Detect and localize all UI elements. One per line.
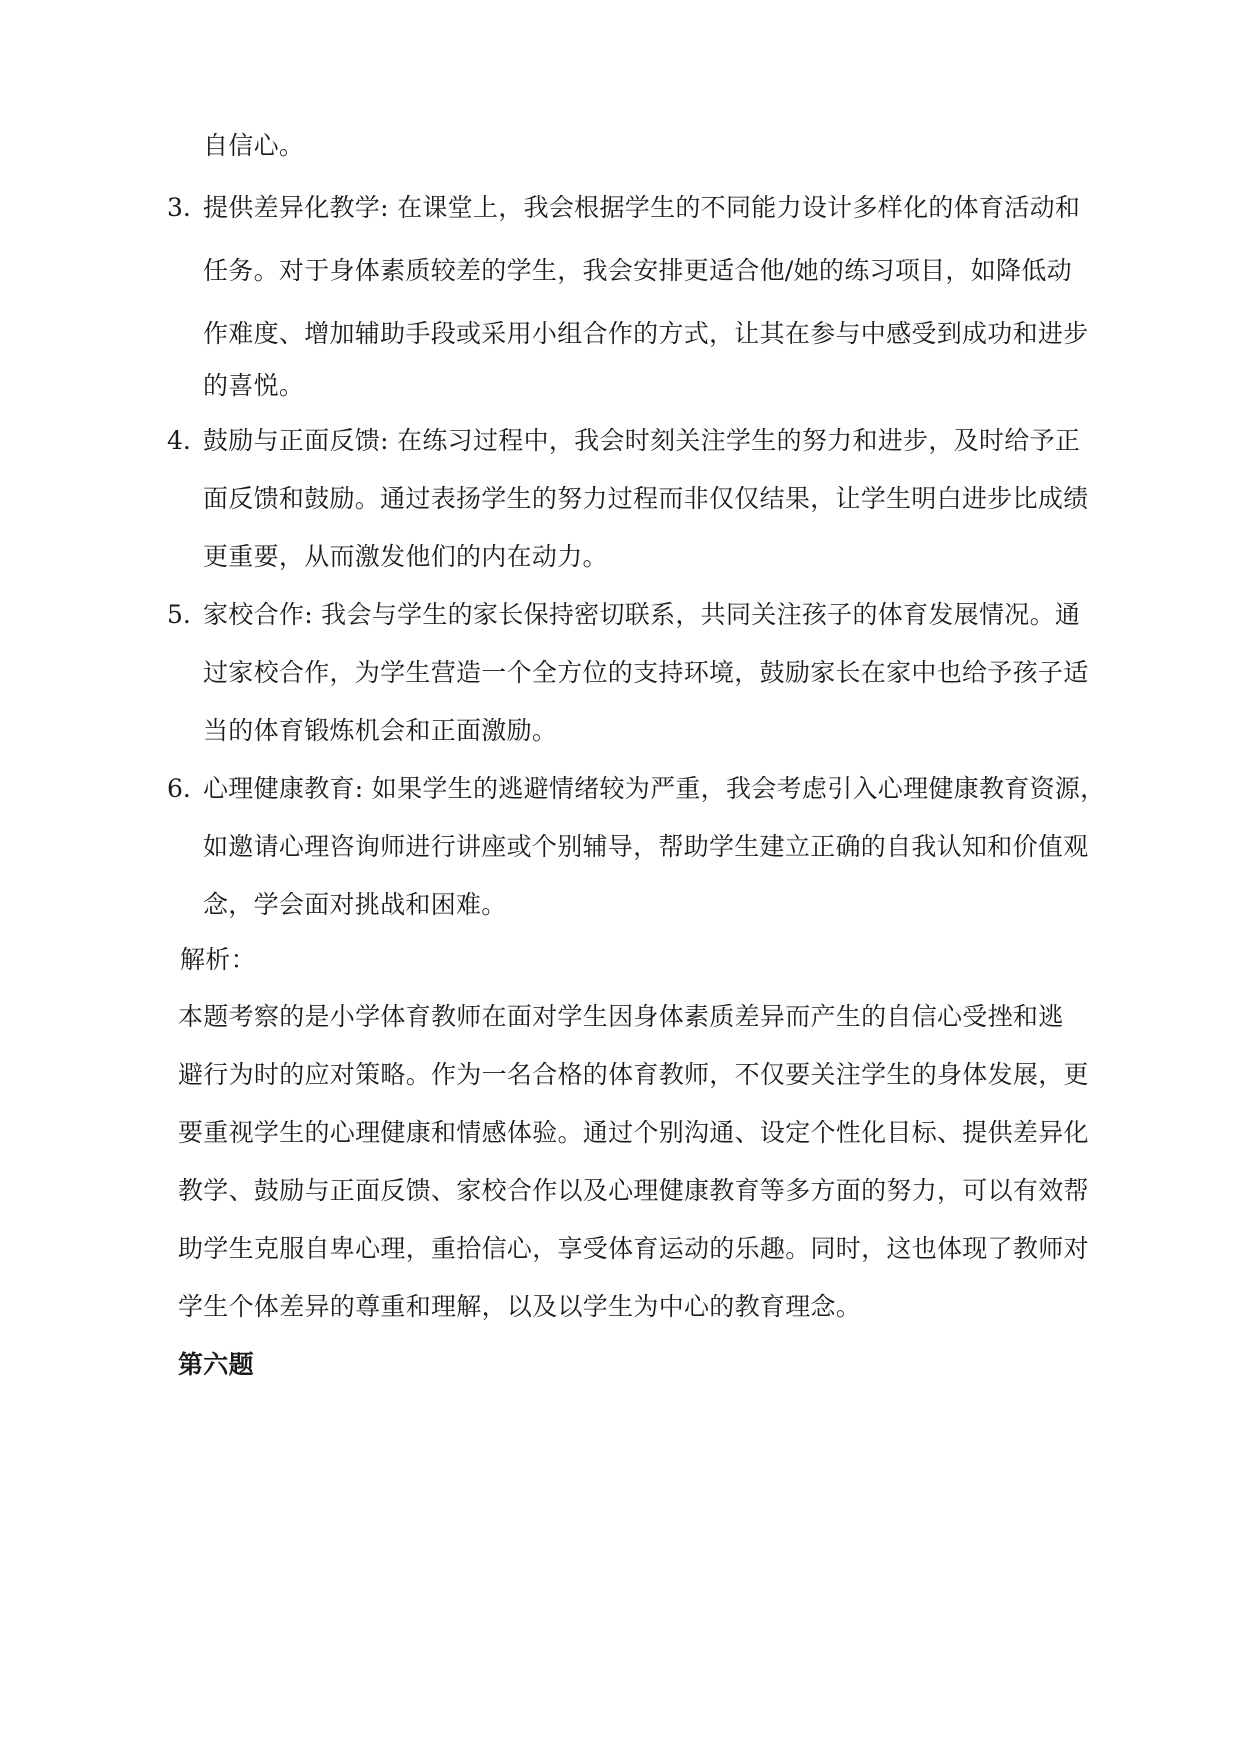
list-number: 6. bbox=[167, 774, 191, 803]
list-item-line: 过家校合作，为学生营造一个全方位的支持环境，鼓励家长在家中也给予孩子适 bbox=[203, 658, 1089, 687]
list-item-line: 作难度、增加辅助手段或采用小组合作的方式，让其在参与中感受到成功和进步 bbox=[203, 319, 1089, 348]
continuation-line: 自信心。 bbox=[203, 131, 305, 160]
analysis-line: 助学生克服自卑心理，重拾信心，享受体育运动的乐趣。同时，这也体现了教师对 bbox=[178, 1234, 1089, 1263]
analysis-label: 解析： bbox=[180, 945, 256, 974]
list-item-line: 的喜悦。 bbox=[203, 371, 305, 400]
analysis-line: 避行为时的应对策略。作为一名合格的体育教师，不仅要关注学生的身体发展，更 bbox=[178, 1060, 1089, 1089]
list-number: 3. bbox=[167, 193, 191, 222]
list-item-line: 如邀请心理咨询师进行讲座或个别辅导，帮助学生建立正确的自我认知和价值观 bbox=[203, 832, 1089, 861]
list-item-line: 念，学会面对挑战和困难。 bbox=[203, 890, 507, 919]
analysis-line: 要重视学生的心理健康和情感体验。通过个别沟通、设定个性化目标、提供差异化 bbox=[178, 1118, 1089, 1147]
list-item-line: 当的体育锻炼机会和正面激励。 bbox=[203, 716, 558, 745]
list-item-line: 更重要，从而激发他们的内在动力。 bbox=[203, 542, 608, 571]
list-number: 5. bbox=[167, 600, 191, 629]
list-item-line: 心理健康教育: 如果学生的逃避情绪较为严重，我会考虑引入心理健康教育资源， bbox=[203, 774, 1106, 803]
list-item-line: 任务。对于身体素质较差的学生，我会安排更适合他/她的练习项目，如降低动 bbox=[203, 256, 1072, 285]
analysis-line: 学生个体差异的尊重和理解，以及以学生为中心的教育理念。 bbox=[178, 1292, 862, 1321]
analysis-line: 教学、鼓励与正面反馈、家校合作以及心理健康教育等多方面的努力，可以有效帮 bbox=[178, 1176, 1089, 1205]
list-item-line: 鼓励与正面反馈: 在练习过程中，我会时刻关注学生的努力和进步，及时给予正 bbox=[203, 426, 1081, 455]
section-heading: 第六题 bbox=[178, 1350, 254, 1379]
analysis-line: 本题考察的是小学体育教师在面对学生因身体素质差异而产生的自信心受挫和逃 bbox=[178, 1002, 1064, 1031]
list-item-line: 家校合作: 我会与学生的家长保持密切联系，共同关注孩子的体育发展情况。通 bbox=[203, 600, 1081, 629]
list-item-line: 面反馈和鼓励。通过表扬学生的努力过程而非仅仅结果，让学生明白进步比成绩 bbox=[203, 484, 1089, 513]
list-number: 4. bbox=[167, 426, 191, 455]
list-item-line: 提供差异化教学: 在课堂上，我会根据学生的不同能力设计多样化的体育活动和 bbox=[203, 193, 1081, 222]
